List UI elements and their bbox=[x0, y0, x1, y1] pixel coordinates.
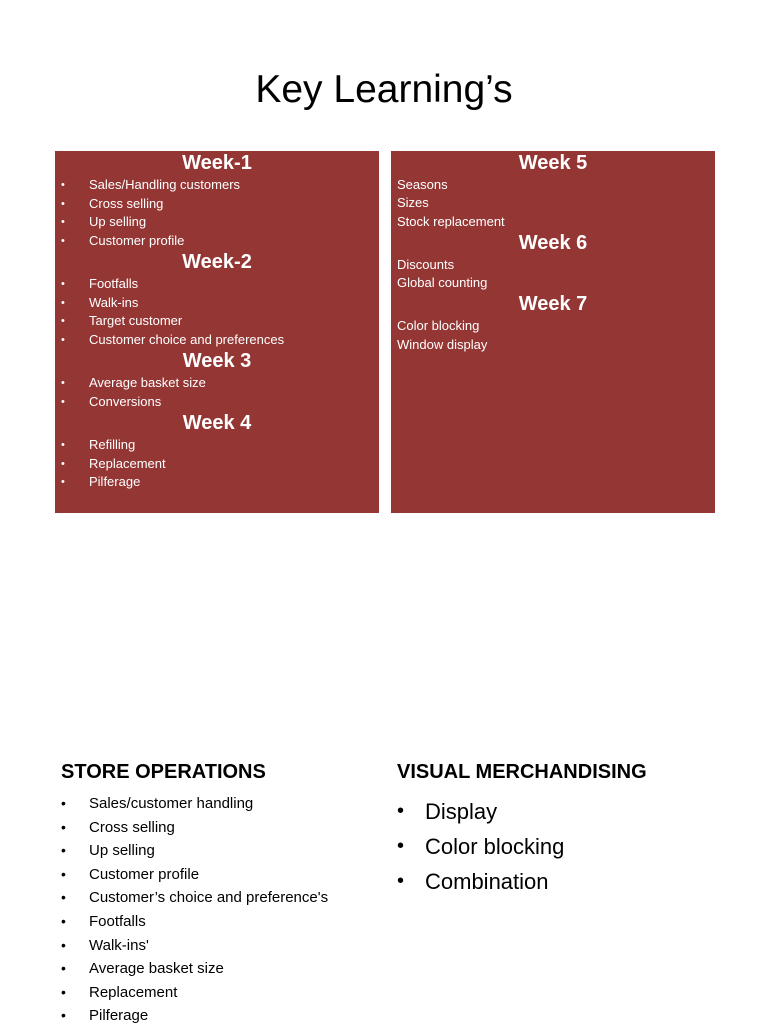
visual-merchandising-heading: VISUAL MERCHANDISING bbox=[397, 761, 647, 783]
week-block bbox=[397, 151, 709, 231]
list-item: • Color blocking bbox=[397, 829, 717, 864]
list-item: • Customer’s choice and preference's bbox=[61, 886, 381, 910]
list-item: • Walk-ins' bbox=[61, 934, 381, 958]
list-item: • Replacement bbox=[61, 455, 373, 474]
week-block bbox=[61, 151, 373, 250]
store-operations-list bbox=[61, 792, 381, 1028]
week-title: Week 4 bbox=[182, 412, 252, 434]
list-item: Color blocking bbox=[397, 318, 480, 334]
list-item: • Display bbox=[397, 794, 717, 829]
list-item: • Combination bbox=[397, 864, 717, 899]
list-item: • Average basket size bbox=[61, 957, 381, 981]
list-item: • Replacement bbox=[61, 981, 381, 1005]
week-list bbox=[61, 176, 373, 250]
week-title: Week 7 bbox=[518, 293, 588, 316]
week-title: Week 6 bbox=[518, 231, 588, 254]
list-item: • Sales/customer handling bbox=[61, 792, 381, 816]
list-item: Global counting bbox=[397, 275, 488, 291]
week-block bbox=[61, 411, 373, 492]
left-week-panel bbox=[55, 151, 379, 513]
week-block bbox=[61, 349, 373, 411]
list-item: • Footfalls bbox=[61, 910, 381, 934]
list-item: • Up selling bbox=[61, 213, 373, 232]
week-title: Week-2 bbox=[182, 251, 252, 273]
list-item: • Conversions bbox=[61, 393, 373, 412]
week-list bbox=[397, 317, 709, 354]
list-item: • Cross selling bbox=[61, 195, 373, 214]
week-title: Week-1 bbox=[182, 152, 252, 174]
week-title: Week 5 bbox=[518, 152, 588, 174]
week-block bbox=[61, 250, 373, 349]
week-list bbox=[397, 176, 709, 231]
list-item: Stock replacement bbox=[397, 213, 505, 229]
list-item: • Footfalls bbox=[61, 275, 373, 294]
list-item: Window display bbox=[397, 336, 488, 352]
list-item: • Pilferage bbox=[61, 1004, 381, 1028]
week-list bbox=[61, 374, 373, 411]
list-item: Discounts bbox=[397, 256, 455, 272]
right-week-panel bbox=[391, 151, 715, 513]
week-block bbox=[397, 231, 709, 293]
list-item: • Sales/Handling customers bbox=[61, 176, 373, 195]
week-list bbox=[397, 256, 709, 293]
visual-merchandising-list bbox=[397, 794, 717, 899]
week-block bbox=[397, 292, 709, 354]
list-item: • Pilferage bbox=[61, 473, 373, 492]
list-item: • Target customer bbox=[61, 312, 373, 331]
list-item: • Refilling bbox=[61, 436, 373, 455]
list-item: • Customer profile bbox=[61, 232, 373, 251]
store-operations-heading: STORE OPERATIONS bbox=[61, 761, 266, 783]
week-list bbox=[61, 436, 373, 492]
list-item: • Customer choice and preferences bbox=[61, 331, 373, 350]
week-list bbox=[61, 275, 373, 349]
list-item: • Walk-ins bbox=[61, 294, 373, 313]
list-item: • Customer profile bbox=[61, 863, 381, 887]
list-item: Seasons bbox=[397, 177, 448, 192]
page-title: Key Learning’s bbox=[255, 68, 513, 111]
list-item: • Up selling bbox=[61, 839, 381, 863]
list-item: • Cross selling bbox=[61, 816, 381, 840]
list-item: Sizes bbox=[397, 195, 429, 211]
week-title: Week 3 bbox=[182, 350, 252, 372]
list-item: • Average basket size bbox=[61, 374, 373, 393]
